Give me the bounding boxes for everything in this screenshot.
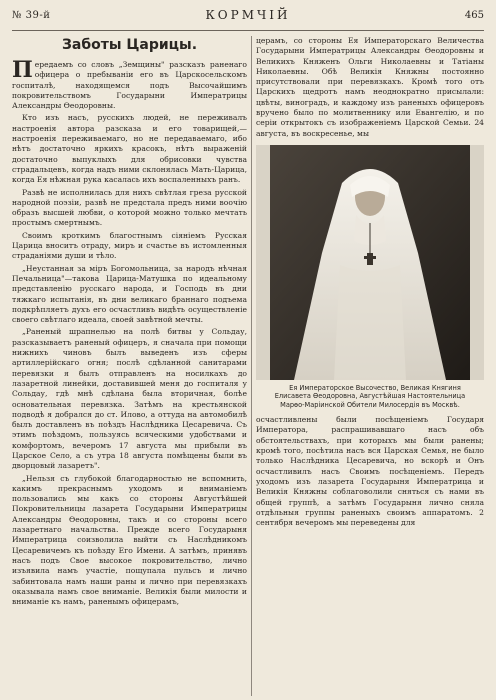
paragraph-3: Развѣ не исполнилась для нихъ свѣтлая греза русской народной поэзіи, развѣ не предстала предъ ними воочію образъ высшей любви, о которой можно только мечтать простымъ смертнымъ. xyxy=(12,187,247,228)
paragraph-5: „Неустанная за міръ Богомольница, за народъ нѣчная Печальница"—такова Царица-Матушка по идеальному представленію русскаго народа, и Господь въ дни тяжкаго испытанія, въ дни великаго браннаго подъема подкрѣпляетъ духъ его осчастливъ видѣть осуществленіе своего свѣтлаго идеала, своей завѣтной мечты. xyxy=(12,263,247,325)
paragraph-2: Кто изъ насъ, русскихъ людей, не переживалъ настроенія автора разсказа и его товарищей,—настроенія переживаемаго, но не передаваемаго, ибо нѣтъ достаточно яркихъ красокъ, нѣтъ выраженій достаточно выпуклыхъ для обрисовки чувства страдальцевъ, когда надъ ними склонялась Мать-Царица, когда Ея нѣжная рука касалась ихъ воспаленныхъ ранъ. xyxy=(12,113,247,185)
portrait-photo xyxy=(256,145,484,380)
page-number: 465 xyxy=(464,10,484,21)
paragraph-4: Своимъ кроткимъ благостнымъ сіяніемъ Русская Царица вноситъ отраду, миръ и счастье въ истомленныя страданіями души и тѣло. xyxy=(12,230,247,261)
page-header xyxy=(12,6,484,28)
paragraph-1-text: ередаемъ со словъ „Земщины" разсказъ раненаго офицера о пребываніи его въ Царскосельскомъ госпиталѣ, находящемся подъ Высочайшимъ покровительствомъ Государыни Императрицы Александры Ѳеодоровны. xyxy=(12,60,247,111)
journal-title: КОРМЧІЙ xyxy=(205,8,291,22)
portrait-illustration xyxy=(256,145,484,380)
photo-caption: Ея Императорское Высочество, Великая Княгиня Елисавета Ѳеодоровна, Августѣйшая Настоятельница Марѳо-Маріинской Обители Милосердія въ Москвѣ. xyxy=(274,383,466,409)
paragraph-7: „Нельзя съ глубокой благодарностью не вспомнить, какимъ прекраснымъ уходомъ и вниманіемъ пользовались мы какъ со стороны Августѣйшей Покровительницы лазарета Государыни Императрицы Александры Ѳеодоровны, такъ и со стороны всего лазаретнаго начальства. Прежде всего Государыня Императрица соизволила выйти съ Наслѣдникомъ Цесаревичемъ къ поѣзду Его Имени. А затѣмъ, принявъ насъ подъ Свое высокое покровительство, лично изъявила намъ участіе, пощупала пульсъ и лично забинтовала намъ наши раны и лично при перевязкахъ оказывала намъ свое вниманіе. Великія были милости и вниманіе къ намъ, раненымъ офицерамъ, xyxy=(12,473,247,607)
right-column xyxy=(256,36,484,696)
left-column xyxy=(12,36,247,696)
right-column-top-text: церамъ, со стороны Ея Императорскаго Величества Государыни Императрицы Александры Ѳеодоровны и Великихъ Княженъ Ольги Николаевны и Татіаны Николаевны. Обѣ Великія Княжны постоянно присутствовали при перевязкахъ. Кромѣ того отъ Царскихъ щедротъ намъ неоднократно присылали: цвѣты, виноградъ, и каждому изъ раненыхъ офицеровъ вручено было по молитвеннику или Евангелію, и по серіи открытокъ съ изображеніемъ Царской Семьи. 24 августа, въ воскресенье, мы xyxy=(256,36,484,138)
header-rule xyxy=(12,30,484,31)
drop-cap: П xyxy=(12,57,33,83)
right-column-bottom-text: осчастливлены были посѣщеніемъ Государя Императора, распрашивавшаго насъ объ обстоятельствахъ, при которыхъ мы были ранены; кромѣ того, посѣтила насъ вся Царская Семья, не было только Наслѣдника Цесаревича, но вскорѣ и Онъ осчастливилъ насъ Своимъ посѣщеніемъ. Передъ уходомъ изъ лазарета Государыня Императрица и Великія Княжны соблаговолили сняться съ нами въ общей группѣ, а затѣмъ Государыня лично сняла отдѣльныя группы раненыхъ своимъ аппаратомъ. 2 сентября вечеромъ мы переведены для xyxy=(256,415,484,528)
article-title: Заботы Царицы. xyxy=(61,37,198,53)
paragraph-6: „Раненый шрапнелью на полѣ битвы у Сольдау, разсказываетъ раненый офицеръ, я сначала при помощи нижнихъ чиновъ былъ выведенъ изъ сферы артиллерійскаго огня; послѣ сдѣланной санитарами перевязки я былъ отправленъ на носилкахъ до лазаретной линейки, доставившей меня до госпиталя у Сольдау, гдѣ мнѣ сдѣлана была вторичная, болѣе основательная перевязка. Затѣмъ на крестьянской подводѣ я добрался до ст. Илово, а оттуда на автомобилѣ былъ доставленъ въ поѣздъ Наслѣдника Цесаревича. Съ этимъ поѣздомъ, пользуясь всяческими удобствами и комфортомъ, вечеромъ 17 августа мы прибыли въ Царское Село, а съ утра 18 августа помѣщены были въ дворцовый лазаретъ". xyxy=(12,327,247,471)
column-rule xyxy=(251,36,252,696)
issue-number: № 39-й xyxy=(12,10,51,21)
paragraph-1 xyxy=(12,57,247,111)
